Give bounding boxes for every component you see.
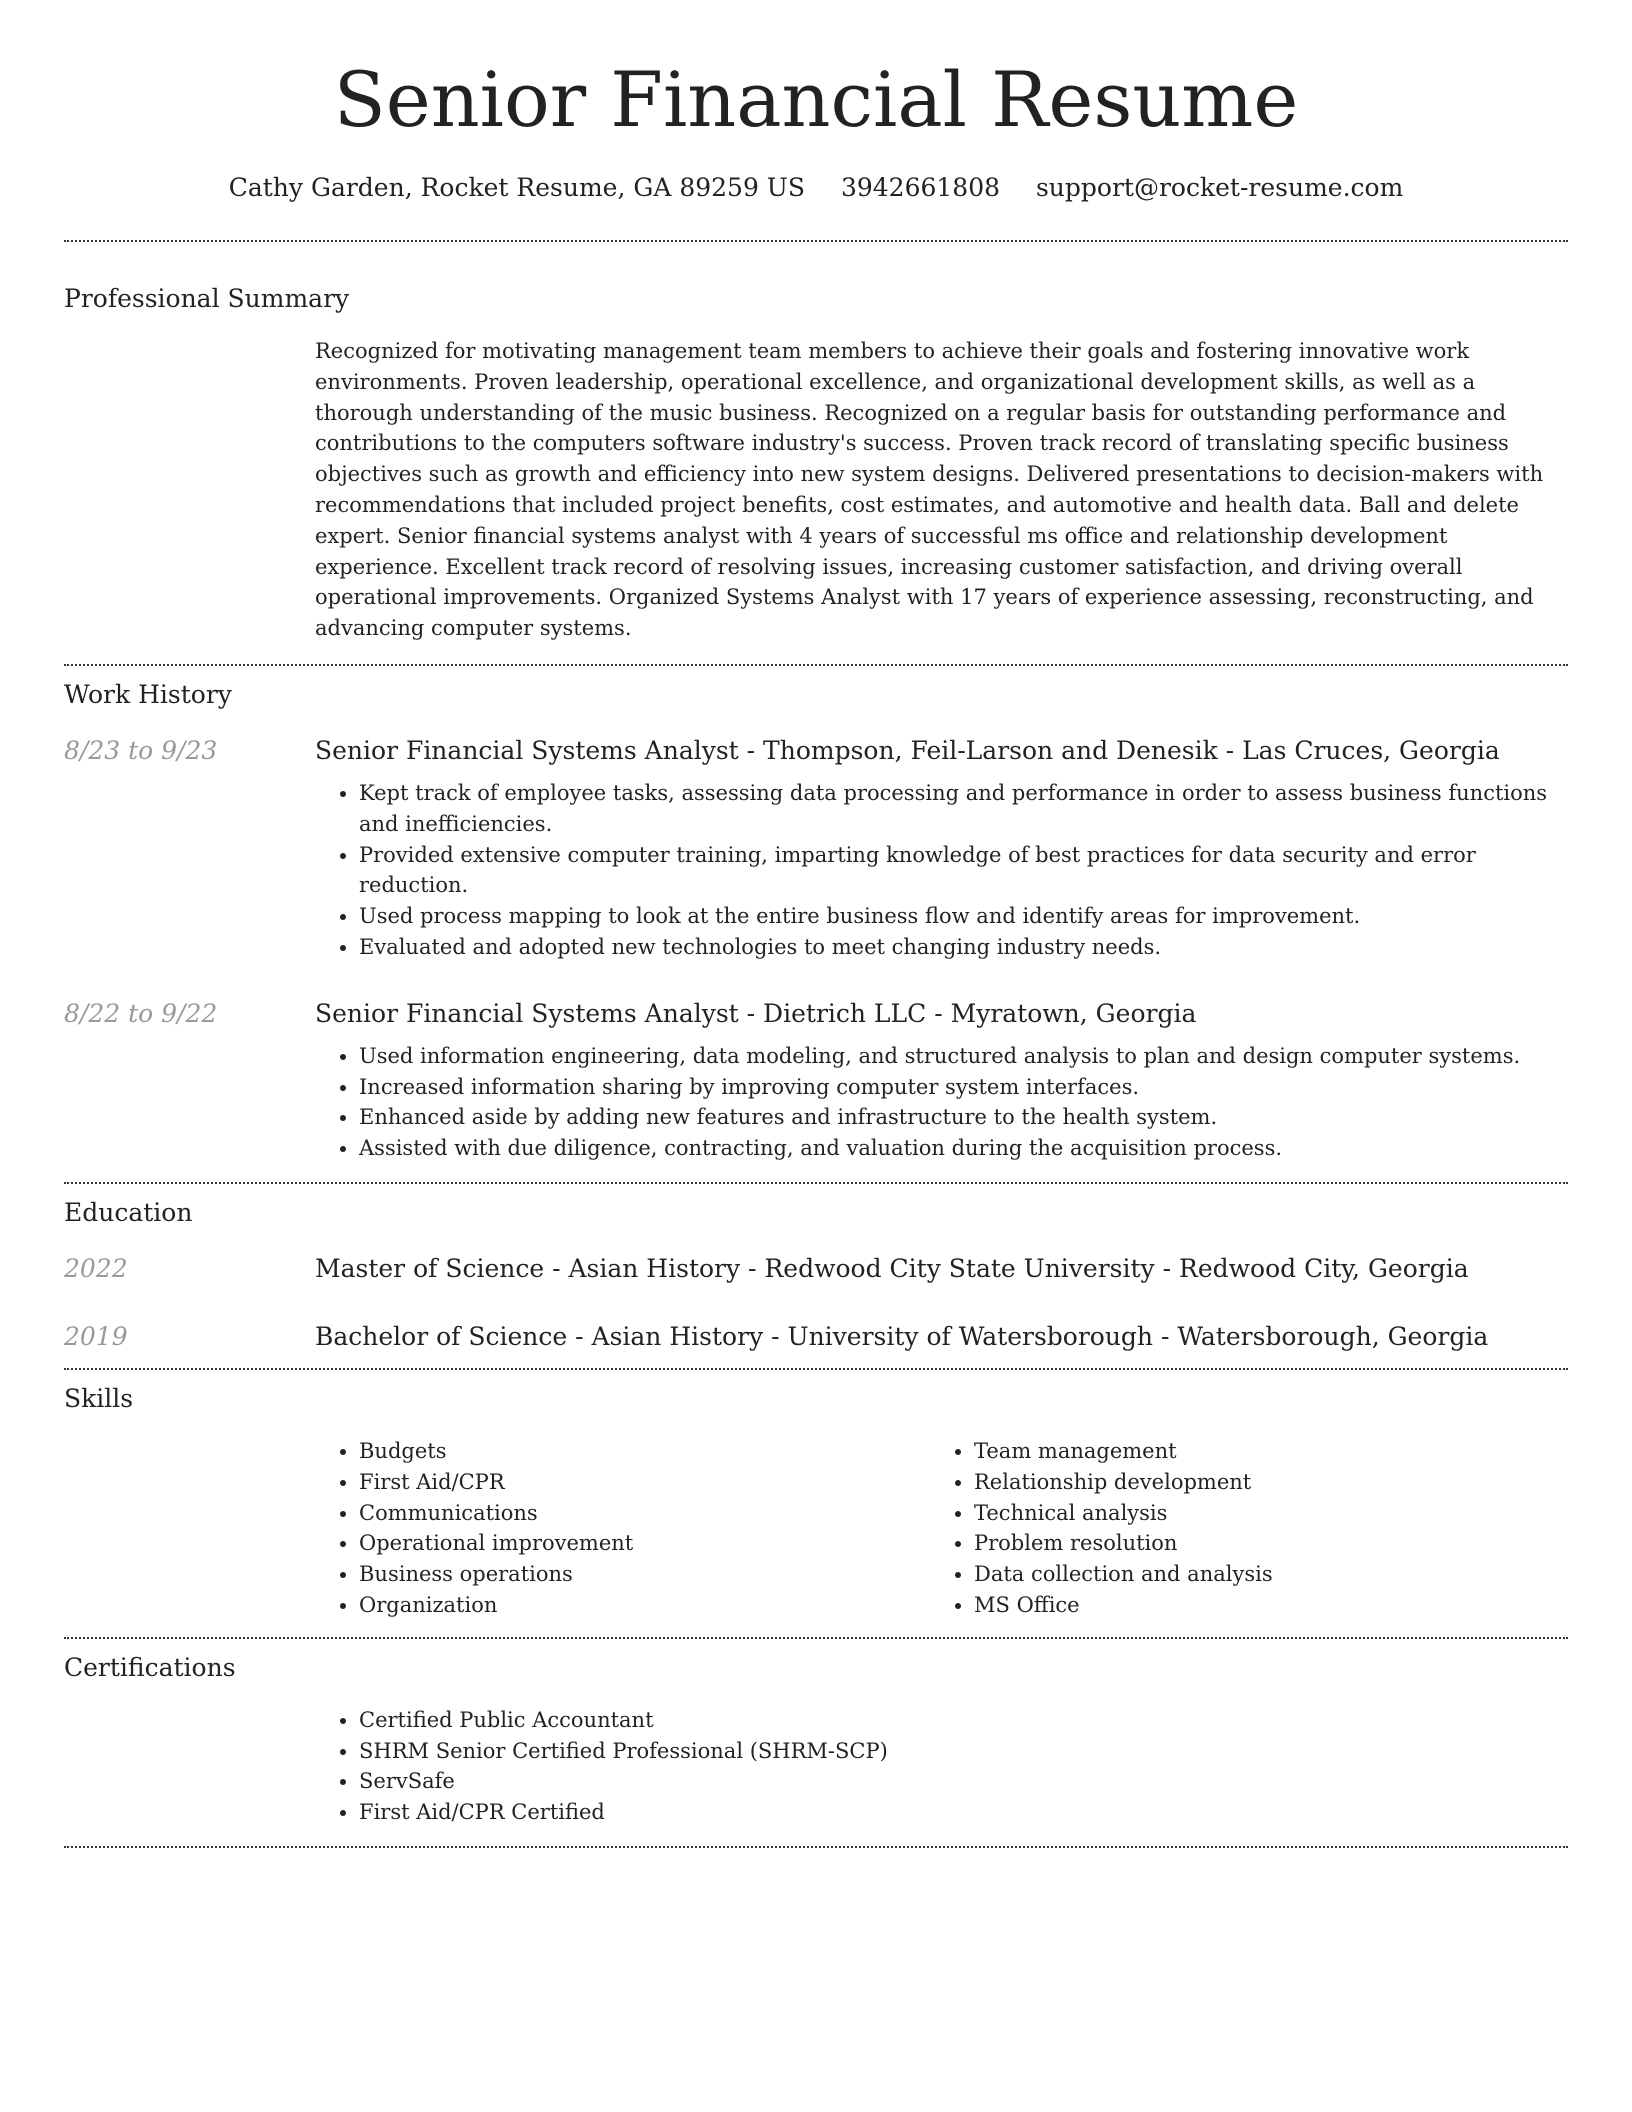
- job-header: [64, 734, 1568, 768]
- skills-column-left: [315, 1436, 930, 1621]
- certifications-list: [315, 1705, 1568, 1828]
- job-entry: [64, 734, 1568, 963]
- education-year: 2022: [64, 1253, 128, 1283]
- list-item: • MS Office: [974, 1590, 1545, 1621]
- education-entry: [64, 1320, 1568, 1354]
- list-item: • Assisted with due diligence, contracting, and valuation during the acquisition process.: [359, 1133, 1568, 1164]
- list-item: • Organization: [359, 1590, 930, 1621]
- skills-section: [64, 1382, 1568, 1637]
- list-item: • Communications: [359, 1498, 930, 1529]
- job-title: Senior Financial Systems Analyst - Thompson, Feil-Larson and Denesik - Las Cruces, Georgia: [315, 735, 1500, 765]
- divider: [64, 1182, 1568, 1184]
- list-item: • Provided extensive computer training, imparting knowledge of best practices for data security and error reduction.: [359, 840, 1568, 902]
- list-item: • Evaluated and adopted new technologies to meet changing industry needs.: [359, 932, 1568, 963]
- list-item: • Used information engineering, data modeling, and structured analysis to plan and design computer systems.: [359, 1041, 1568, 1072]
- job-bullets: [315, 1041, 1568, 1164]
- skills-list: [315, 1436, 930, 1621]
- list-item: • Operational improvement: [359, 1528, 930, 1559]
- education-year: 2019: [64, 1321, 128, 1351]
- education-degree: Master of Science - Asian History - Redwood City State University - Redwood City, Georgia: [315, 1253, 1469, 1283]
- list-item: • Budgets: [359, 1436, 930, 1467]
- job-header: [64, 997, 1568, 1031]
- list-item: • Relationship development: [974, 1467, 1545, 1498]
- list-item: • Team management: [974, 1436, 1545, 1467]
- list-item: • Kept track of employee tasks, assessing data processing and performance in order to assess business functions and inefficiencies.: [359, 778, 1568, 840]
- education-heading: Education: [64, 1197, 193, 1227]
- skills-columns: [315, 1436, 1568, 1621]
- job-entry: [64, 997, 1568, 1164]
- certifications-section: [64, 1651, 1568, 1846]
- list-item: • Certified Public Accountant: [359, 1705, 1568, 1736]
- certifications-list-wrap: [315, 1705, 1568, 1828]
- education-entry: [64, 1252, 1568, 1286]
- list-item: • Business operations: [359, 1559, 930, 1590]
- list-item: • Increased information sharing by improving computer system interfaces.: [359, 1072, 1568, 1103]
- list-item: • Enhanced aside by adding new features and infrastructure to the health system.: [359, 1102, 1568, 1133]
- list-item: • SHRM Senior Certified Professional (SHRM-SCP): [359, 1736, 1568, 1767]
- divider: [64, 1637, 1568, 1639]
- job-dates: 8/22 to 9/22: [64, 998, 218, 1028]
- contact-phone: 3942661808: [840, 173, 1001, 202]
- job-title: Senior Financial Systems Analyst - Dietrich LLC - Myratown, Georgia: [315, 998, 1197, 1028]
- summary-section: [64, 282, 1568, 644]
- divider: [64, 1368, 1568, 1370]
- contact-email: support@rocket-resume.com: [1035, 173, 1404, 202]
- work-heading: Work History: [64, 679, 232, 709]
- summary-text: Recognized for motivating management team members to achieve their goals and fostering innovative work environments. Proven leadership, operational excellence, and organizational development skills, as well as a thorough understanding of the music business. Recognized on a regular basis for outstanding performance and contributions to the computers software industry's success. Proven track record of translating specific business objectives such as growth and efficiency into new system designs. Delivered presentations to decision-makers with recommendations that included project benefits, cost estimates, and automotive and health data. Ball and delete expert. Senior financial systems analyst with 4 years of successful ms office and relationship development experience. Excellent track record of resolving issues, increasing customer satisfaction, and driving overall operational improvements. Organized Systems Analyst with 17 years of experience assessing, reconstructing, and advancing computer systems.: [315, 339, 1544, 641]
- divider: [64, 240, 1568, 242]
- list-item: • Problem resolution: [974, 1528, 1545, 1559]
- skills-heading: Skills: [64, 1383, 134, 1413]
- list-item: • Used process mapping to look at the entire business flow and identify areas for improvement.: [359, 901, 1568, 932]
- education-degree: Bachelor of Science - Asian History - University of Watersborough - Watersborough, Georgia: [315, 1321, 1489, 1351]
- list-item: • First Aid/CPR Certified: [359, 1797, 1568, 1828]
- work-section: [64, 678, 1568, 1182]
- certifications-heading: Certifications: [64, 1652, 236, 1682]
- summary-heading: Professional Summary: [64, 284, 350, 313]
- list-item: • Technical analysis: [974, 1498, 1545, 1529]
- job-dates: 8/23 to 9/23: [64, 735, 218, 765]
- job-details: [315, 778, 1568, 963]
- divider: [64, 1846, 1568, 1848]
- job-details: [315, 1041, 1568, 1164]
- contact-line: [64, 170, 1568, 206]
- divider: [64, 664, 1568, 666]
- skills-column-right: [930, 1436, 1545, 1621]
- page-title: Senior Financial Resume: [333, 55, 1299, 144]
- job-bullets: [315, 778, 1568, 963]
- resume-page: [64, 0, 1568, 1848]
- list-item: • First Aid/CPR: [359, 1467, 930, 1498]
- contact-address: Cathy Garden, Rocket Resume, GA 89259 US: [228, 173, 805, 202]
- skills-list: [930, 1436, 1545, 1621]
- list-item: • Data collection and analysis: [974, 1559, 1545, 1590]
- list-item: • ServSafe: [359, 1766, 1568, 1797]
- education-section: [64, 1196, 1568, 1368]
